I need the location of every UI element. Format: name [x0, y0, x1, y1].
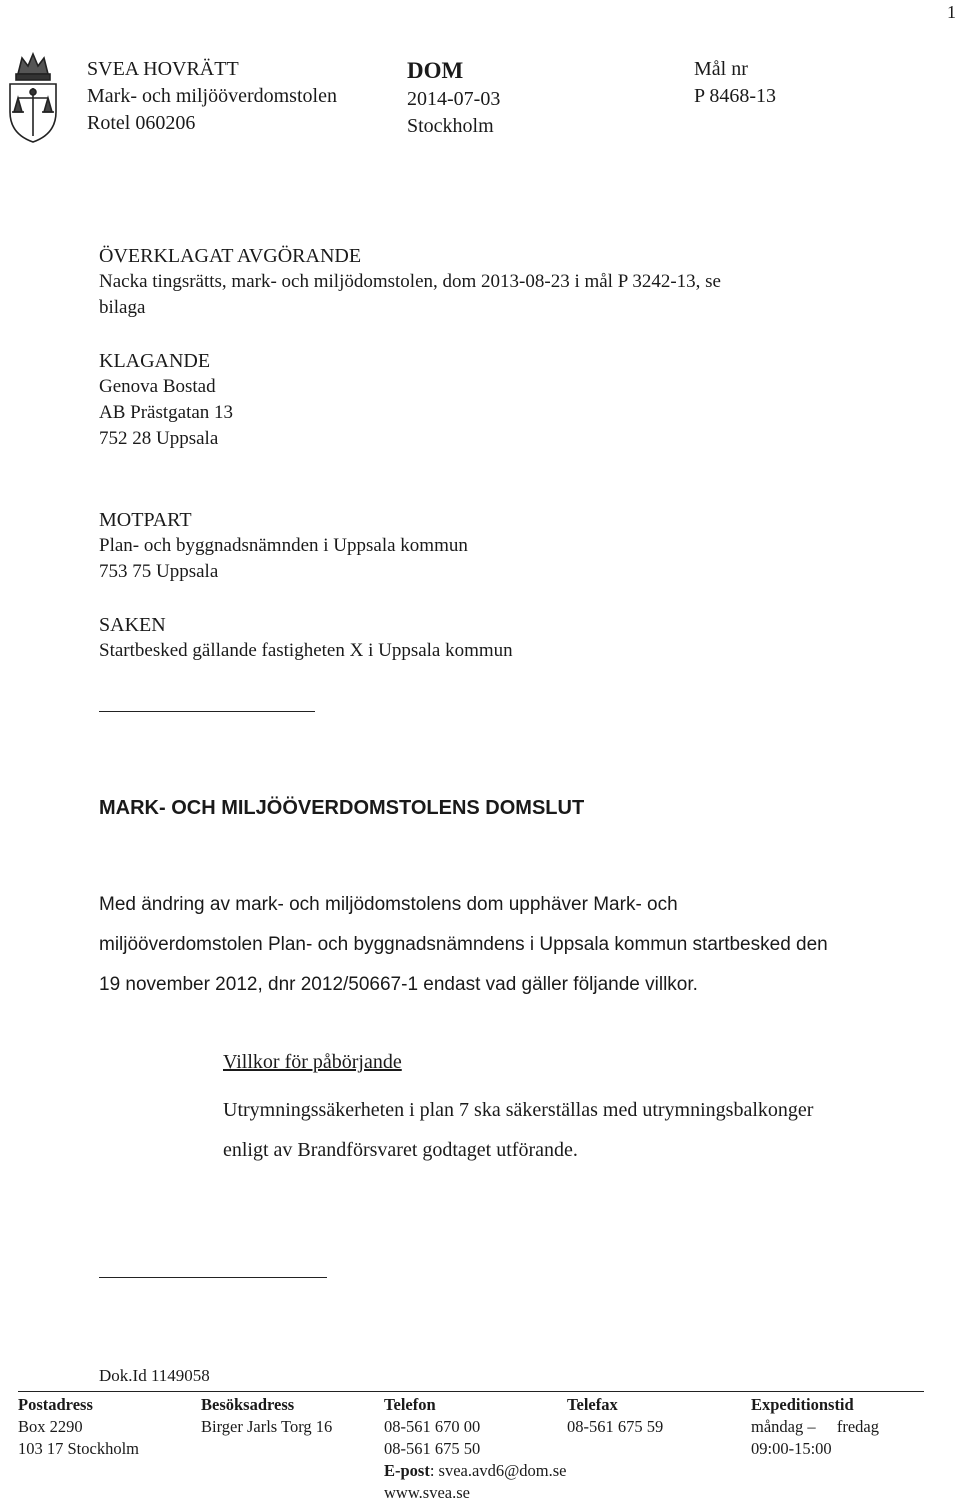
ruling-line: 19 november 2012, dnr 2012/50667-1 endast vad gäller följande villkor.	[99, 974, 698, 995]
section-divider	[99, 711, 315, 712]
appellant-line: Genova Bostad	[99, 376, 216, 397]
hours-label: Expeditionstid	[751, 1395, 854, 1414]
website-link[interactable]: www.svea.se	[384, 1483, 470, 1502]
case-number-label: Mål nr	[694, 58, 748, 80]
matter-section	[99, 612, 513, 664]
hours-days	[751, 1416, 879, 1438]
condition-text	[223, 1090, 813, 1170]
counterparty-line: 753 75 Uppsala	[99, 561, 219, 582]
visiting-line: Birger Jarls Torg 16	[201, 1417, 333, 1436]
counterparty-heading: MOTPART	[99, 509, 192, 531]
condition-line: enligt av Brandförsvaret godtaget utförande.	[223, 1139, 578, 1161]
document-place: Stockholm	[407, 115, 494, 137]
hours-time: 09:00-15:00	[751, 1439, 832, 1458]
appealed-line: bilaga	[99, 297, 146, 318]
hours-dash: –	[807, 1417, 816, 1436]
email-link[interactable]: : svea.avd6@dom.se	[429, 1461, 567, 1480]
fax-label: Telefax	[567, 1395, 618, 1414]
court-name: SVEA HOVRÄTT	[87, 58, 239, 80]
footer-divider	[18, 1391, 924, 1392]
phone-line: 08-561 675 50	[384, 1439, 481, 1458]
page-number: 1	[947, 2, 956, 22]
matter-line: Startbesked gällande fastigheten X i Uppsala kommun	[99, 640, 513, 661]
case-number: P 8468-13	[694, 85, 777, 107]
appealed-heading: ÖVERKLAGAT AVGÖRANDE	[99, 245, 362, 267]
hours-day-from: måndag	[751, 1417, 804, 1436]
document-type-block	[407, 56, 500, 140]
appealed-line: Nacka tingsrätts, mark- och miljödomstolen, dom 2013-08-23 i mål P 3242-13, se	[99, 271, 721, 292]
document-type: DOM	[407, 58, 464, 83]
phone-label: Telefon	[384, 1395, 436, 1414]
appealed-decision-section	[99, 243, 721, 321]
footer-postal	[18, 1394, 139, 1460]
postal-label: Postadress	[18, 1395, 93, 1414]
counterparty-line: Plan- och byggnadsnämnden i Uppsala kommun	[99, 535, 468, 556]
ruling-text	[99, 885, 828, 1005]
email-label: E-post	[384, 1461, 430, 1480]
court-emblem-icon	[2, 52, 64, 144]
footer-phone	[384, 1394, 566, 1504]
appellant-section	[99, 348, 233, 452]
ruling-line: Med ändring av mark- och miljödomstolens dom upphäver Mark- och	[99, 894, 678, 915]
end-divider	[99, 1277, 327, 1278]
fax-line: 08-561 675 59	[567, 1417, 664, 1436]
appellant-line: 752 28 Uppsala	[99, 428, 219, 449]
footer-fax	[567, 1394, 663, 1438]
postal-line: 103 17 Stockholm	[18, 1439, 140, 1458]
condition-title: Villkor för påbörjande	[223, 1051, 402, 1073]
document-date: 2014-07-03	[407, 88, 501, 110]
court-name-block	[87, 56, 337, 137]
ruling-title: MARK- OCH MILJÖÖVERDOMSTOLENS DOMSLUT	[99, 797, 585, 819]
footer-hours	[751, 1394, 879, 1460]
matter-heading: SAKEN	[99, 614, 166, 636]
visiting-label: Besöksadress	[201, 1395, 295, 1414]
email-line	[384, 1460, 566, 1482]
footer-visiting	[201, 1394, 332, 1438]
phone-line: 08-561 670 00	[384, 1417, 481, 1436]
appellant-line: AB Prästgatan 13	[99, 402, 234, 423]
counterparty-section	[99, 507, 468, 585]
hours-day-to: fredag	[836, 1417, 879, 1436]
postal-line: Box 2290	[18, 1417, 83, 1436]
ruling-line: miljööverdomstolen Plan- och byggnadsnämndens i Uppsala kommun startbesked den	[99, 934, 828, 955]
court-division: Mark- och miljööverdomstolen	[87, 85, 337, 107]
appellant-heading: KLAGANDE	[99, 350, 211, 372]
condition-line: Utrymningssäkerheten i plan 7 ska säkerställas med utrymningsbalkonger	[223, 1099, 814, 1121]
case-number-block	[694, 56, 776, 110]
court-rotel: Rotel 060206	[87, 112, 196, 134]
document-id: Dok.Id 1149058	[99, 1366, 210, 1385]
